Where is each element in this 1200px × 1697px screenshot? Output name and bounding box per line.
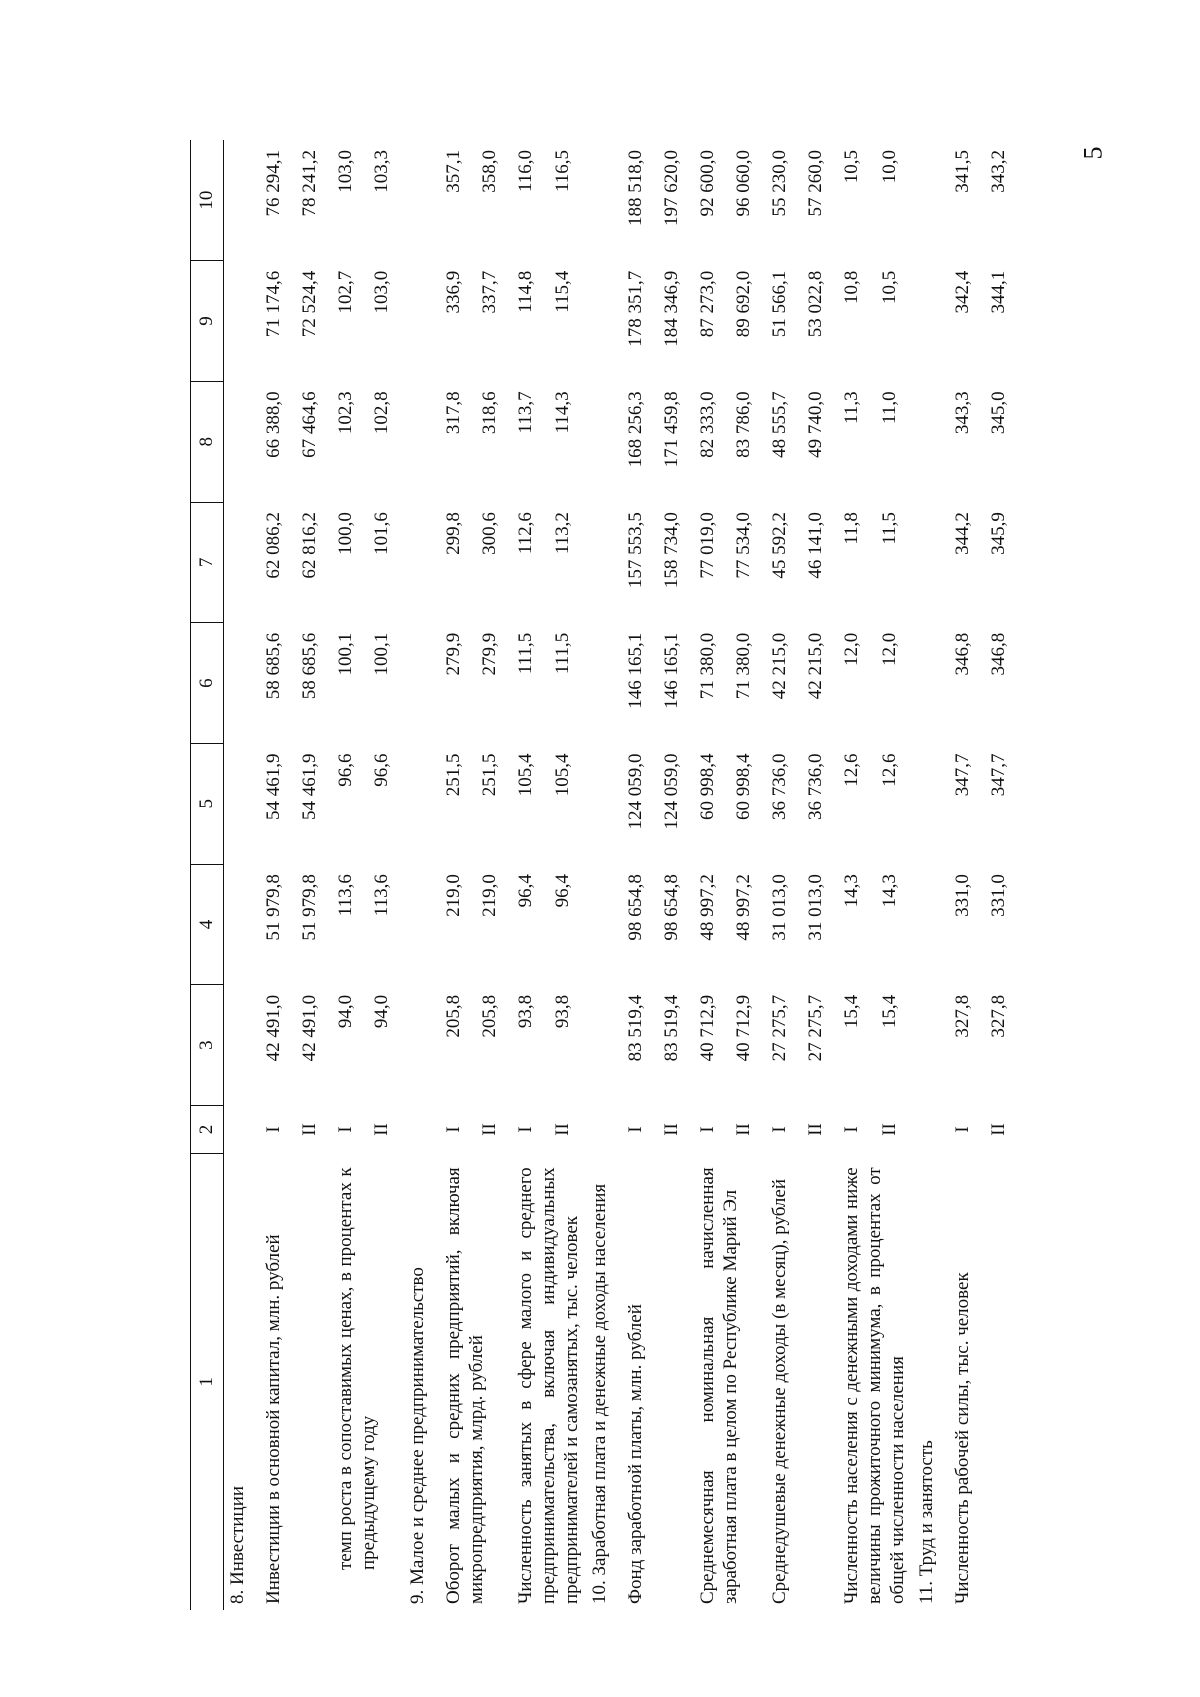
column-header-9: 9	[191, 261, 224, 382]
value-cell: 347,7	[951, 753, 973, 797]
value-cell: 31 013,0	[769, 874, 791, 941]
section-row	[586, 140, 622, 1610]
section-title: 10. Заработная плата и денежные доходы населения	[589, 1183, 611, 1604]
value-cell: 168 256,3	[625, 391, 647, 468]
value-cell: 103,0	[371, 270, 392, 314]
value-cell: 36 736,0	[805, 753, 827, 820]
value-cell: 96 060,0	[733, 150, 755, 217]
value-cell: 184 346,9	[661, 270, 683, 347]
value-cell: 344,1	[987, 270, 1009, 314]
section-row	[913, 140, 949, 1610]
value-cell: 124 059,0	[625, 753, 647, 830]
value-cell: 103,0	[335, 150, 356, 193]
value-cell: 89 692,0	[733, 270, 755, 338]
column-header-10: 10	[191, 140, 224, 261]
value-cell: 98 654,8	[661, 874, 683, 941]
value-cell: 343,2	[987, 150, 1009, 193]
column-header-1: 1	[191, 1153, 224, 1610]
variant-cell: I	[625, 1126, 647, 1133]
value-cell: 83 786,0	[733, 391, 755, 458]
value-cell: 57 260,0	[805, 150, 827, 217]
value-cell: 27 275,7	[769, 994, 791, 1062]
value-cell: 77 019,0	[697, 512, 719, 579]
value-cell: 114,8	[515, 270, 536, 313]
table-row	[766, 140, 802, 1610]
value-cell: 103,3	[371, 150, 392, 193]
variant-cell: I	[443, 1126, 464, 1133]
value-cell: 251,5	[479, 753, 500, 797]
value-cell: 124 059,0	[661, 753, 683, 830]
value-cell: 62 816,2	[299, 512, 320, 579]
variant-cell: I	[951, 1126, 973, 1133]
value-cell: 146 165,1	[661, 632, 683, 709]
indicator-label: темп роста в сопоставимых ценах, в процентах к предыдущему году	[335, 1167, 379, 1570]
value-cell: 343,3	[951, 391, 973, 435]
value-cell: 115,4	[552, 270, 574, 313]
value-cell: 158 734,0	[661, 512, 683, 589]
table-row	[440, 140, 476, 1610]
value-cell: 341,5	[951, 150, 973, 193]
table-body	[224, 140, 1021, 1610]
value-cell: 98 654,8	[625, 874, 647, 941]
value-cell: 58 685,6	[299, 632, 320, 700]
value-cell: 83 519,4	[661, 994, 683, 1062]
section-row	[404, 140, 440, 1610]
table-row	[622, 140, 658, 1610]
value-cell: 112,6	[515, 512, 536, 555]
value-cell: 71 380,0	[697, 632, 719, 700]
value-cell: 331,0	[987, 874, 1009, 917]
value-cell: 82 333,0	[697, 391, 719, 458]
value-cell: 46 141,0	[805, 512, 827, 579]
value-cell: 347,7	[987, 753, 1009, 797]
value-cell: 45 592,2	[769, 512, 791, 579]
table-row	[949, 140, 985, 1610]
value-cell: 76 294,1	[263, 150, 284, 217]
section-title: 11. Труд и занятость	[915, 1440, 937, 1604]
value-cell: 251,5	[443, 753, 464, 797]
column-header-6: 6	[191, 623, 224, 744]
value-cell: 15,4	[878, 994, 900, 1029]
value-cell: 157 553,5	[625, 512, 647, 589]
section-row	[224, 140, 261, 1610]
value-cell: 336,9	[443, 270, 464, 314]
value-cell: 55 230,0	[769, 150, 791, 217]
variant-cell: II	[479, 1123, 500, 1136]
page-number: 5	[1078, 146, 1108, 160]
value-cell: 346,8	[987, 632, 1009, 676]
value-cell: 60 998,4	[697, 753, 719, 820]
value-cell: 345,9	[987, 512, 1009, 555]
value-cell: 48 997,2	[697, 874, 719, 941]
value-cell: 31 013,0	[805, 874, 827, 941]
value-cell: 327,8	[951, 994, 973, 1038]
value-cell: 62 086,2	[263, 512, 284, 579]
value-cell: 11,3	[841, 391, 863, 424]
value-cell: 101,6	[371, 512, 392, 555]
value-cell: 36 736,0	[769, 753, 791, 820]
value-cell: 96,6	[335, 753, 356, 787]
value-cell: 10,5	[841, 150, 863, 184]
value-cell: 344,2	[951, 512, 973, 555]
table-row	[332, 140, 368, 1610]
value-cell: 299,8	[443, 512, 464, 555]
value-cell: 48 555,7	[769, 391, 791, 458]
value-cell: 100,0	[335, 512, 356, 555]
value-cell: 42 215,0	[769, 632, 791, 700]
value-cell: 116,0	[515, 150, 536, 193]
value-cell: 14,3	[878, 874, 900, 908]
indicator-label: Численность занятых в сфере малого и среднего предпринимательства, включая индивидуальных предпринимателей и самозанятых, тыс. человек	[515, 1167, 582, 1604]
variant-cell: I	[335, 1126, 356, 1133]
indicator-label: Численность населения с денежными доходами ниже величины прожиточного минимума, в процентах от общей численности населения	[841, 1167, 908, 1604]
section-title: 9. Малое и среднее предпринимательство	[407, 1267, 428, 1604]
value-cell: 100,1	[371, 632, 392, 676]
value-cell: 116,5	[552, 150, 574, 193]
value-cell: 327,8	[987, 994, 1009, 1038]
variant-cell: II	[661, 1123, 683, 1136]
value-cell: 67 464,6	[299, 391, 320, 458]
value-cell: 96,4	[515, 874, 536, 908]
value-cell: 113,6	[371, 874, 392, 917]
value-cell: 146 165,1	[625, 632, 647, 709]
value-cell: 10,0	[878, 150, 900, 184]
value-cell: 346,8	[951, 632, 973, 676]
value-cell: 205,8	[479, 994, 500, 1038]
variant-cell: I	[769, 1126, 791, 1133]
value-cell: 102,3	[335, 391, 356, 435]
value-cell: 178 351,7	[625, 270, 647, 347]
variant-cell: I	[263, 1126, 284, 1133]
value-cell: 11,5	[878, 512, 900, 545]
value-cell: 14,3	[841, 874, 863, 908]
value-cell: 11,0	[878, 391, 900, 424]
value-cell: 279,9	[443, 632, 464, 676]
variant-cell: II	[805, 1123, 827, 1136]
column-header-7: 7	[191, 502, 224, 623]
table-row	[512, 140, 549, 1610]
indicator-label: Инвестиции в основной капитал, млн. рублей	[263, 1234, 284, 1604]
value-cell: 105,4	[515, 753, 536, 797]
value-cell: 40 712,9	[697, 994, 719, 1062]
table-header-row	[191, 140, 224, 1610]
value-cell: 111,5	[552, 632, 574, 675]
indicator-label: Среднемесячная номинальная начисленная заработная плата в целом по Республике Марий Эл	[697, 1167, 742, 1604]
value-cell: 219,0	[443, 874, 464, 917]
value-cell: 48 997,2	[733, 874, 755, 941]
indicator-label: Оборот малых и средних предприятий, включая микропредприятия, млрд. рублей	[443, 1167, 487, 1604]
value-cell: 12,0	[878, 632, 900, 667]
value-cell: 54 461,9	[263, 753, 284, 820]
value-cell: 171 459,8	[661, 391, 683, 468]
table-row	[260, 140, 296, 1610]
rotated-table-container	[190, 140, 1195, 1610]
value-cell: 60 998,4	[733, 753, 755, 820]
value-cell: 10,5	[878, 270, 900, 304]
value-cell: 12,6	[878, 753, 900, 787]
value-cell: 58 685,6	[263, 632, 284, 700]
value-cell: 94,0	[371, 994, 392, 1029]
value-cell: 318,6	[479, 391, 500, 435]
value-cell: 113,6	[335, 874, 356, 917]
variant-cell: II	[371, 1123, 392, 1136]
value-cell: 219,0	[479, 874, 500, 917]
value-cell: 300,6	[479, 512, 500, 555]
value-cell: 113,2	[552, 512, 574, 555]
value-cell: 102,8	[371, 391, 392, 435]
forecast-table	[190, 140, 1021, 1610]
value-cell: 66 388,0	[263, 391, 284, 458]
value-cell: 42 491,0	[299, 994, 320, 1062]
value-cell: 345,0	[987, 391, 1009, 435]
value-cell: 358,0	[479, 150, 500, 193]
value-cell: 93,8	[515, 994, 536, 1029]
column-header-8: 8	[191, 381, 224, 502]
value-cell: 42 215,0	[805, 632, 827, 700]
value-cell: 114,3	[552, 391, 574, 434]
indicator-label: Фонд заработной платы, млн. рублей	[625, 1304, 647, 1604]
value-cell: 72 524,4	[299, 270, 320, 338]
value-cell: 71 174,6	[263, 270, 284, 338]
indicator-label: Среднедушевые денежные доходы (в месяц), рублей	[769, 1179, 791, 1604]
value-cell: 83 519,4	[625, 994, 647, 1062]
value-cell: 102,7	[335, 270, 356, 314]
value-cell: 113,7	[515, 391, 536, 434]
variant-cell: II	[552, 1123, 574, 1136]
value-cell: 94,0	[335, 994, 356, 1029]
section-title: 8. Инвестиции	[227, 1485, 248, 1604]
value-cell: 342,4	[951, 270, 973, 314]
value-cell: 78 241,2	[299, 150, 320, 217]
variant-cell: II	[299, 1123, 320, 1136]
value-cell: 357,1	[443, 150, 464, 193]
value-cell: 71 380,0	[733, 632, 755, 700]
value-cell: 197 620,0	[661, 150, 683, 226]
value-cell: 105,4	[552, 753, 574, 797]
value-cell: 96,6	[371, 753, 392, 787]
value-cell: 77 534,0	[733, 512, 755, 579]
variant-cell: I	[697, 1126, 719, 1133]
value-cell: 337,7	[479, 270, 500, 314]
value-cell: 111,5	[515, 632, 536, 675]
value-cell: 10,8	[841, 270, 863, 304]
value-cell: 100,1	[335, 632, 356, 676]
variant-cell: II	[878, 1123, 900, 1136]
variant-cell: I	[515, 1126, 536, 1133]
value-cell: 11,8	[841, 512, 863, 545]
column-header-5: 5	[191, 743, 224, 864]
column-header-3: 3	[191, 985, 224, 1106]
value-cell: 317,8	[443, 391, 464, 435]
column-header-2: 2	[191, 1106, 224, 1154]
value-cell: 51 979,8	[299, 874, 320, 941]
value-cell: 15,4	[841, 994, 863, 1029]
value-cell: 93,8	[552, 994, 574, 1029]
value-cell: 51 979,8	[263, 874, 284, 941]
value-cell: 279,9	[479, 632, 500, 676]
value-cell: 12,6	[841, 753, 863, 787]
value-cell: 205,8	[443, 994, 464, 1038]
value-cell: 54 461,9	[299, 753, 320, 820]
value-cell: 331,0	[951, 874, 973, 917]
value-cell: 96,4	[552, 874, 574, 908]
value-cell: 188 518,0	[625, 150, 647, 226]
column-header-4: 4	[191, 864, 224, 985]
table-row	[694, 140, 730, 1610]
variant-cell: I	[841, 1126, 863, 1133]
value-cell: 40 712,9	[733, 994, 755, 1062]
variant-cell: II	[987, 1123, 1009, 1136]
value-cell: 49 740,0	[805, 391, 827, 458]
value-cell: 12,0	[841, 632, 863, 667]
value-cell: 87 273,0	[697, 270, 719, 338]
value-cell: 27 275,7	[805, 994, 827, 1062]
value-cell: 51 566,1	[769, 270, 791, 338]
table-row	[838, 140, 875, 1610]
variant-cell: II	[733, 1123, 755, 1136]
value-cell: 42 491,0	[263, 994, 284, 1062]
value-cell: 53 022,8	[805, 270, 827, 338]
indicator-label: Численность рабочей силы, тыс. человек	[951, 1272, 973, 1604]
value-cell: 92 600,0	[697, 150, 719, 217]
